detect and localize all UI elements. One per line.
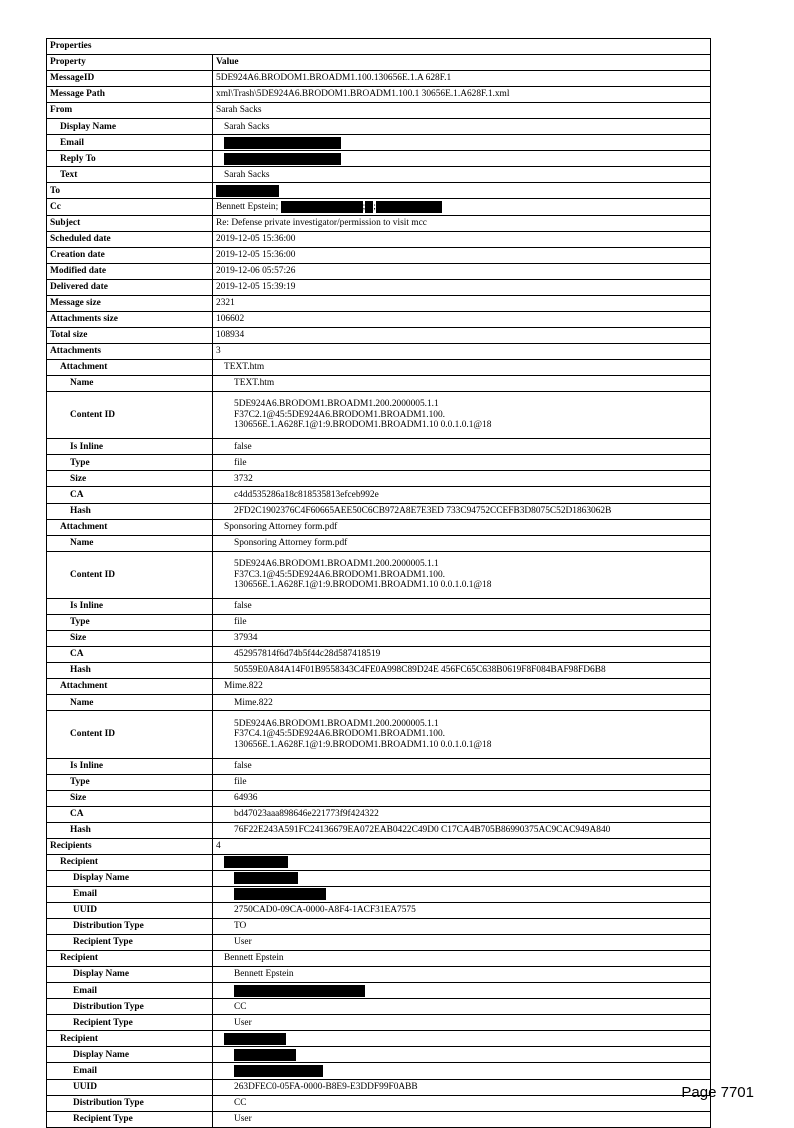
property-label: UUID — [47, 1079, 213, 1095]
property-value — [213, 343, 711, 359]
property-label: Email — [47, 1063, 213, 1079]
value-text: false — [234, 601, 252, 612]
value-line: 130656E.1.A628F.1@1:9.BRODOM1.BROADM1.10 0.0.1.0.1@18 — [234, 580, 492, 591]
value-text: file — [234, 776, 247, 787]
value-text: TEXT.htm — [234, 378, 275, 389]
property-label: Scheduled date — [47, 231, 213, 247]
property-row — [47, 311, 711, 327]
property-row — [47, 471, 711, 487]
property-row — [47, 71, 711, 87]
property-row — [47, 327, 711, 343]
property-value — [213, 695, 711, 711]
value-text: Mime.822 — [234, 697, 273, 708]
property-row — [47, 935, 711, 951]
property-label: Size — [47, 631, 213, 647]
property-row — [47, 87, 711, 103]
property-label: Content ID — [47, 551, 213, 598]
property-value — [213, 551, 711, 598]
property-row — [47, 822, 711, 838]
property-row — [47, 167, 711, 183]
property-value — [213, 854, 711, 870]
property-value — [213, 359, 711, 375]
value-text: false — [234, 760, 252, 771]
property-row — [47, 919, 711, 935]
property-label: Email — [47, 886, 213, 902]
value-text: 2750CAD0-09CA-0000-A8F4-1ACF31EA7575 — [234, 905, 416, 916]
property-label: Hash — [47, 663, 213, 679]
redaction-block — [234, 1049, 296, 1061]
value-line: F37C4.1@45:5DE924A6.BRODOM1.BROADM1.100. — [234, 729, 445, 740]
property-label: Attachments size — [47, 311, 213, 327]
value-text: file — [234, 617, 247, 628]
property-value — [213, 663, 711, 679]
value-text: 2019-12-05 15:39:19 — [216, 281, 296, 292]
redaction-block — [234, 872, 298, 884]
property-value — [213, 806, 711, 822]
value-text: false — [234, 441, 252, 452]
property-row — [47, 151, 711, 167]
value-text: xml\Trash\5DE924A6.BRODOM1.BROADM1.100.1 30656E.1.A628F.1.xml — [216, 89, 510, 100]
value-text: 452957814f6d74b5f44c28d587418519 — [234, 649, 381, 660]
property-label: Hash — [47, 503, 213, 519]
value-text: 2019-12-06 05:57:26 — [216, 265, 296, 276]
page-number: Page 7701 — [681, 1084, 754, 1101]
property-value — [213, 519, 711, 535]
value-text: User — [234, 1113, 252, 1124]
property-label: Email — [47, 983, 213, 999]
property-label: Content ID — [47, 711, 213, 758]
property-row — [47, 279, 711, 295]
property-label: Message size — [47, 295, 213, 311]
property-row — [47, 135, 711, 151]
property-value — [213, 838, 711, 854]
value-text: Sarah Sacks — [224, 121, 270, 132]
property-value — [213, 311, 711, 327]
property-value — [213, 774, 711, 790]
property-label: Attachment — [47, 359, 213, 375]
property-value — [213, 1015, 711, 1031]
property-value — [213, 103, 711, 119]
value-text: 37934 — [234, 633, 258, 644]
property-row — [47, 1063, 711, 1079]
value-text: CC — [234, 1097, 247, 1108]
property-row — [47, 598, 711, 614]
property-label: Content ID — [47, 392, 213, 439]
property-label: Reply To — [47, 151, 213, 167]
value-text: TO — [234, 921, 247, 932]
redaction-block — [234, 1065, 323, 1077]
value-line: 130656E.1.A628F.1@1:9.BRODOM1.BROADM1.10 0.0.1.0.1@18 — [234, 739, 492, 750]
property-value — [213, 1047, 711, 1063]
property-row — [47, 103, 711, 119]
property-value — [213, 598, 711, 614]
property-label: Name — [47, 695, 213, 711]
value-text: 3732 — [234, 473, 253, 484]
property-value — [213, 967, 711, 983]
property-value — [213, 886, 711, 902]
property-label: Hash — [47, 822, 213, 838]
property-label: Display Name — [47, 967, 213, 983]
property-row — [47, 951, 711, 967]
property-row — [47, 119, 711, 135]
property-value — [213, 999, 711, 1015]
property-label: CA — [47, 806, 213, 822]
properties-table-body — [47, 39, 711, 1128]
property-label: Text — [47, 167, 213, 183]
property-row — [47, 1095, 711, 1111]
property-label: Size — [47, 471, 213, 487]
value-text: Sarah Sacks — [224, 169, 270, 180]
value-text: Sarah Sacks — [216, 105, 262, 116]
property-label: Is Inline — [47, 758, 213, 774]
value-line: 130656E.1.A628F.1@1:9.BRODOM1.BROADM1.10 0.0.1.0.1@18 — [234, 420, 492, 431]
property-row — [47, 519, 711, 535]
property-value — [213, 119, 711, 135]
property-value — [213, 615, 711, 631]
property-value — [213, 903, 711, 919]
property-label: Recipient — [47, 854, 213, 870]
property-label: Display Name — [47, 119, 213, 135]
property-row — [47, 838, 711, 854]
value-text: Sponsoring Attorney form.pdf — [224, 521, 338, 532]
value-text: Re: Defense private investigator/permission to visit mcc — [216, 217, 427, 228]
redaction-block — [224, 856, 288, 868]
property-label: MessageID — [47, 71, 213, 87]
value-text: bd47023aaa898646e221773f9f424322 — [234, 808, 379, 819]
property-value — [213, 631, 711, 647]
property-label: Attachment — [47, 519, 213, 535]
property-row — [47, 711, 711, 758]
redaction-block — [362, 201, 373, 213]
property-value — [213, 231, 711, 247]
property-label: Display Name — [47, 1047, 213, 1063]
property-label: Recipient Type — [47, 1111, 213, 1127]
value-line: 5DE924A6.BRODOM1.BROADM1.200.2000005.1.1 — [234, 718, 439, 729]
redaction-block — [281, 201, 363, 213]
property-value — [213, 535, 711, 551]
property-label: From — [47, 103, 213, 119]
property-row — [47, 790, 711, 806]
property-row — [47, 295, 711, 311]
property-value — [213, 790, 711, 806]
value-text: 5DE924A6.BRODOM1.BROADM1.100.130656E.1.A 628F.1 — [216, 73, 452, 84]
property-row — [47, 263, 711, 279]
property-row — [47, 1079, 711, 1095]
property-value — [213, 870, 711, 886]
property-value — [213, 263, 711, 279]
property-label: Distribution Type — [47, 919, 213, 935]
property-row — [47, 535, 711, 551]
property-row — [47, 983, 711, 999]
property-value — [213, 215, 711, 231]
value-text: 106602 — [216, 314, 245, 325]
property-value — [213, 199, 711, 215]
value-text: Sponsoring Attorney form.pdf — [234, 537, 348, 548]
redaction-block — [234, 888, 326, 900]
property-label: Name — [47, 375, 213, 391]
property-row — [47, 551, 711, 598]
title-row — [47, 39, 711, 55]
property-label: Recipient Type — [47, 935, 213, 951]
property-row — [47, 247, 711, 263]
value-text: CC — [234, 1001, 247, 1012]
property-value — [213, 822, 711, 838]
property-label: Recipient Type — [47, 1015, 213, 1031]
property-value — [213, 1111, 711, 1127]
property-value — [213, 439, 711, 455]
value-text: 2FD2C1902376C4F60665AEE50C6CB972A8E7E3ED 733C94752CCEFB3D8075C52D1863062B — [234, 505, 612, 516]
property-label: Distribution Type — [47, 1095, 213, 1111]
property-row — [47, 231, 711, 247]
property-label: Attachment — [47, 679, 213, 695]
value-text: TEXT.htm — [224, 362, 265, 373]
property-value — [213, 919, 711, 935]
property-row — [47, 183, 711, 199]
property-value — [213, 983, 711, 999]
property-row — [47, 854, 711, 870]
table-title: Properties — [47, 39, 711, 55]
property-label: Type — [47, 615, 213, 631]
property-value — [213, 679, 711, 695]
value-text: 108934 — [216, 330, 245, 341]
value-line: 5DE924A6.BRODOM1.BROADM1.200.2000005.1.1 — [234, 399, 439, 410]
property-label: Distribution Type — [47, 999, 213, 1015]
property-row — [47, 343, 711, 359]
value-line: F37C2.1@45:5DE924A6.BRODOM1.BROADM1.100. — [234, 409, 445, 420]
property-value — [213, 327, 711, 343]
redaction-block — [234, 985, 365, 997]
property-value — [213, 279, 711, 295]
property-label: Email — [47, 135, 213, 151]
redaction-block — [224, 1033, 286, 1045]
property-value — [213, 1063, 711, 1079]
property-row — [47, 487, 711, 503]
property-label: Recipient — [47, 951, 213, 967]
value-text: file — [234, 457, 247, 468]
value-text: Bennett Epstein — [224, 953, 284, 964]
property-row — [47, 663, 711, 679]
property-value — [213, 951, 711, 967]
property-value — [213, 71, 711, 87]
property-value — [213, 1095, 711, 1111]
property-label: Type — [47, 455, 213, 471]
property-value — [213, 247, 711, 263]
property-row — [47, 631, 711, 647]
property-row — [47, 806, 711, 822]
value-text: c4dd535286a18c818535813efceb992e — [234, 489, 379, 500]
property-value — [213, 392, 711, 439]
property-label: Is Inline — [47, 598, 213, 614]
property-value — [213, 935, 711, 951]
value-text: 76F22E243A591FC24136679EA072EAB0422C49D0 C17CA4B705B86990375AC9CAC949A840 — [234, 825, 611, 836]
separator: ; — [362, 202, 366, 213]
property-label: Recipient — [47, 1031, 213, 1047]
property-value — [213, 455, 711, 471]
property-value — [213, 87, 711, 103]
value-text: User — [234, 1017, 252, 1028]
property-value — [213, 295, 711, 311]
value-text: Mime.822 — [224, 681, 263, 692]
value-text: 263DFEC0-05FA-0000-B8E9-E3DDF99F0ABB — [234, 1081, 418, 1092]
value-line: 5DE924A6.BRODOM1.BROADM1.200.2000005.1.1 — [234, 559, 439, 570]
value-text: Bennett Epstein; — [216, 202, 279, 213]
property-label: Size — [47, 790, 213, 806]
property-row — [47, 774, 711, 790]
property-value — [213, 1079, 711, 1095]
property-value — [213, 1031, 711, 1047]
property-row — [47, 886, 711, 902]
property-row — [47, 903, 711, 919]
property-row — [47, 999, 711, 1015]
property-row — [47, 615, 711, 631]
property-row — [47, 503, 711, 519]
property-label: Message Path — [47, 87, 213, 103]
property-label: Delivered date — [47, 279, 213, 295]
value-text: 4 — [216, 841, 221, 852]
value-text: 2321 — [216, 298, 235, 309]
value-column-header: Value — [213, 55, 711, 71]
value-line: F37C3.1@45:5DE924A6.BRODOM1.BROADM1.100. — [234, 569, 445, 580]
property-value — [213, 135, 711, 151]
property-value — [213, 471, 711, 487]
property-label: Modified date — [47, 263, 213, 279]
property-value — [213, 647, 711, 663]
separator: ; — [373, 202, 376, 213]
property-value — [213, 711, 711, 758]
property-column-header: Property — [47, 55, 213, 71]
property-value — [213, 183, 711, 199]
property-value — [213, 758, 711, 774]
property-row — [47, 199, 711, 215]
property-row — [47, 215, 711, 231]
property-row — [47, 359, 711, 375]
property-label: Recipients — [47, 838, 213, 854]
property-label: Attachments — [47, 343, 213, 359]
property-row — [47, 758, 711, 774]
property-row — [47, 392, 711, 439]
property-label: UUID — [47, 903, 213, 919]
property-row — [47, 439, 711, 455]
value-text: 50559E0A84A14F01B9558343C4FE0A998C89D24E 456FC65C638B0619F8F084BAF98FD6B8 — [234, 665, 606, 676]
value-text: Bennett Epstein — [234, 969, 294, 980]
property-row — [47, 695, 711, 711]
property-row — [47, 679, 711, 695]
property-row — [47, 1031, 711, 1047]
property-row — [47, 1047, 711, 1063]
property-label: Subject — [47, 215, 213, 231]
property-label: Is Inline — [47, 439, 213, 455]
value-text: 2019-12-05 15:36:00 — [216, 233, 296, 244]
property-label: Creation date — [47, 247, 213, 263]
property-row — [47, 1111, 711, 1127]
property-row — [47, 1015, 711, 1031]
property-label: Display Name — [47, 870, 213, 886]
property-row — [47, 455, 711, 471]
property-value — [213, 503, 711, 519]
property-label: Total size — [47, 327, 213, 343]
property-row — [47, 870, 711, 886]
properties-table — [46, 38, 711, 1128]
property-value — [213, 487, 711, 503]
value-text: User — [234, 937, 252, 948]
property-label: Name — [47, 535, 213, 551]
property-label: CA — [47, 647, 213, 663]
redaction-block — [376, 201, 442, 213]
redaction-block — [216, 185, 279, 197]
value-text: 2019-12-05 15:36:00 — [216, 249, 296, 260]
property-value — [213, 151, 711, 167]
redaction-block — [224, 137, 341, 149]
property-row — [47, 375, 711, 391]
property-label: CA — [47, 487, 213, 503]
header-row — [47, 55, 711, 71]
property-value — [213, 167, 711, 183]
property-label: Cc — [47, 199, 213, 215]
property-value — [213, 375, 711, 391]
property-label: Type — [47, 774, 213, 790]
property-row — [47, 967, 711, 983]
value-text: 64936 — [234, 792, 258, 803]
property-row — [47, 647, 711, 663]
redaction-block — [224, 153, 341, 165]
value-text: 3 — [216, 346, 221, 357]
property-label: To — [47, 183, 213, 199]
